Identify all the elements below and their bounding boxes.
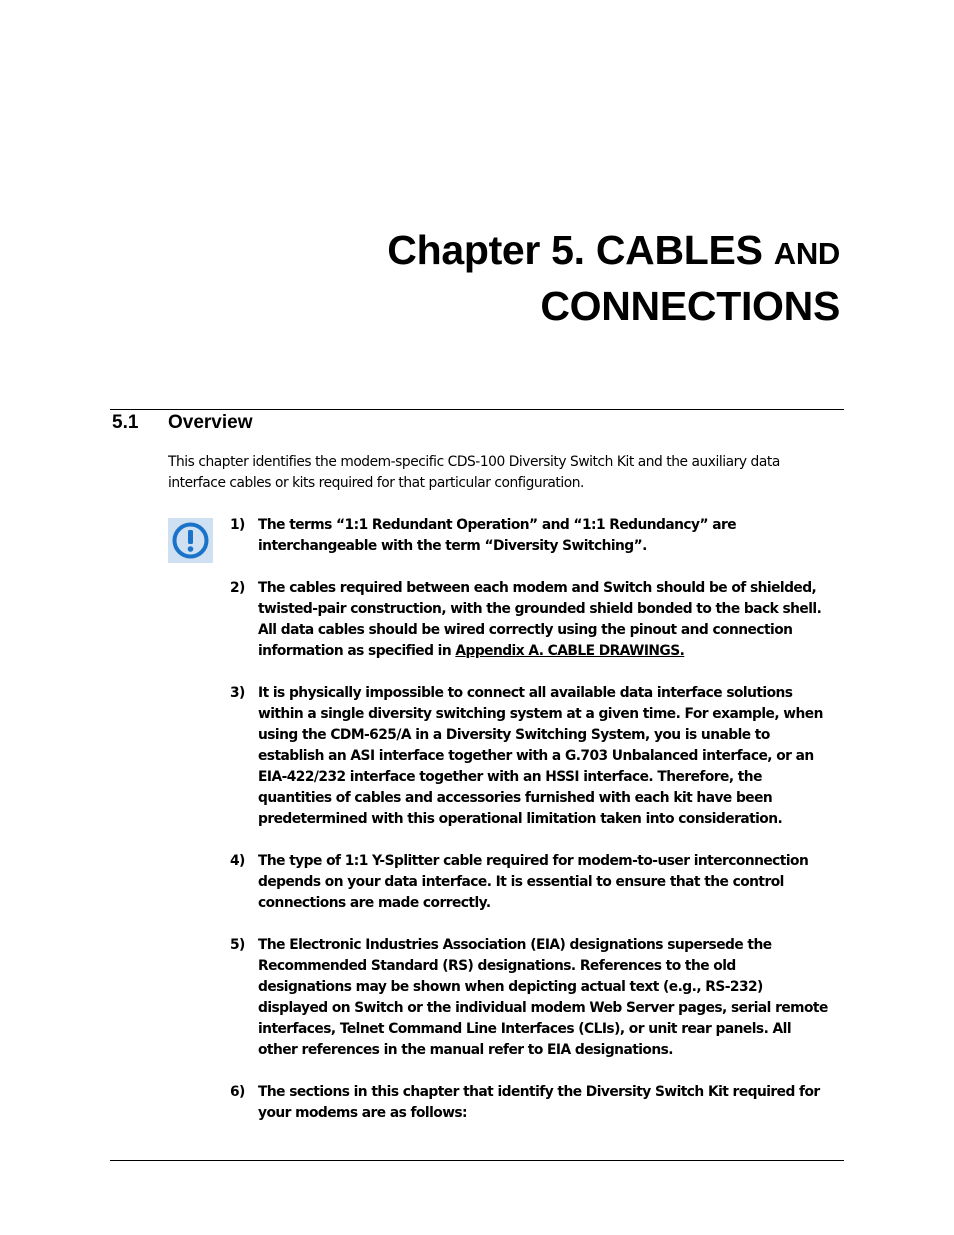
note-number: 4): [230, 853, 245, 869]
chapter-title-line-1: [387, 224, 840, 280]
appendix-a-link[interactable]: Appendix A. CABLE DRAWINGS.: [455, 643, 685, 659]
note-item-5: [230, 935, 830, 1061]
intro-paragraph: This chapter identifies the modem-specific CDS-100 Diversity Switch Kit and the auxiliary data interface cables or kits required for that particular configuration.: [168, 454, 780, 491]
note-text: The Electronic Industries Association (EIA) designations supersede the Recommended Standard (RS) designations. References to the old designations may be shown when depicting actual text (e.g., RS-232) displayed on Switch or the individual modem Web Server pages, serial remote interfaces, Telnet Command Line Interfaces (CLIs), or unit rear panels. All other references in the manual refer to EIA designations.: [258, 937, 828, 1058]
page-bottom-rule: [110, 1160, 844, 1161]
chapter-title-line-2: CONNECTIONS: [540, 283, 840, 329]
chapter-title-and: AND: [773, 236, 840, 271]
note-item-3: [230, 683, 830, 830]
note-number: 5): [230, 937, 245, 953]
note-text: It is physically impossible to connect all available data interface solutions within a single diversity switching system at a given time. For example, when using the CDM-625/A in a Diversity Switching System, you is unable to establish an ASI interface together with a G.703 Unbalanced interface, or an EIA-422/232 interface together with an HSSI interface. Therefore, the quantities of cables and accessories furnished with each kit have been predetermined with this operational limitation taken into consideration.: [258, 685, 823, 827]
section-title: Overview: [168, 412, 253, 433]
note-text: The type of 1:1 Y-Splitter cable required for modem-to-user interconnection depends on your data interface. It is essential to ensure that the control connections are made correctly.: [258, 853, 809, 911]
note-number: 3): [230, 685, 245, 701]
section-top-rule: [110, 409, 844, 410]
note-text: The terms “1:1 Redundant Operation” and “1:1 Redundancy” are interchangeable with the term “Diversity Switching”.: [258, 517, 737, 554]
note-text: The sections in this chapter that identify the Diversity Switch Kit required for your modems are as follows:: [258, 1084, 820, 1121]
important-notice-icon: [168, 518, 213, 563]
chapter-title-main: Chapter 5. CABLES: [387, 227, 774, 273]
section-heading: [112, 411, 253, 435]
note-item-2: [230, 578, 830, 662]
notes-list: [230, 515, 830, 1145]
chapter-title: [387, 224, 840, 332]
note-number: 6): [230, 1084, 245, 1100]
note-item-1: [230, 515, 830, 557]
section-number: 5.1: [112, 412, 139, 433]
note-item-4: [230, 851, 830, 914]
note-text: The cables required between each modem and Switch should be of shielded, twisted-pair construction, with the grounded shield bonded to the back shell. All data cables should be wired correctly using the pinout and connection information as specified in: [258, 580, 822, 659]
note-number: 1): [230, 517, 245, 533]
note-item-6: [230, 1082, 830, 1124]
note-number: 2): [230, 580, 245, 596]
